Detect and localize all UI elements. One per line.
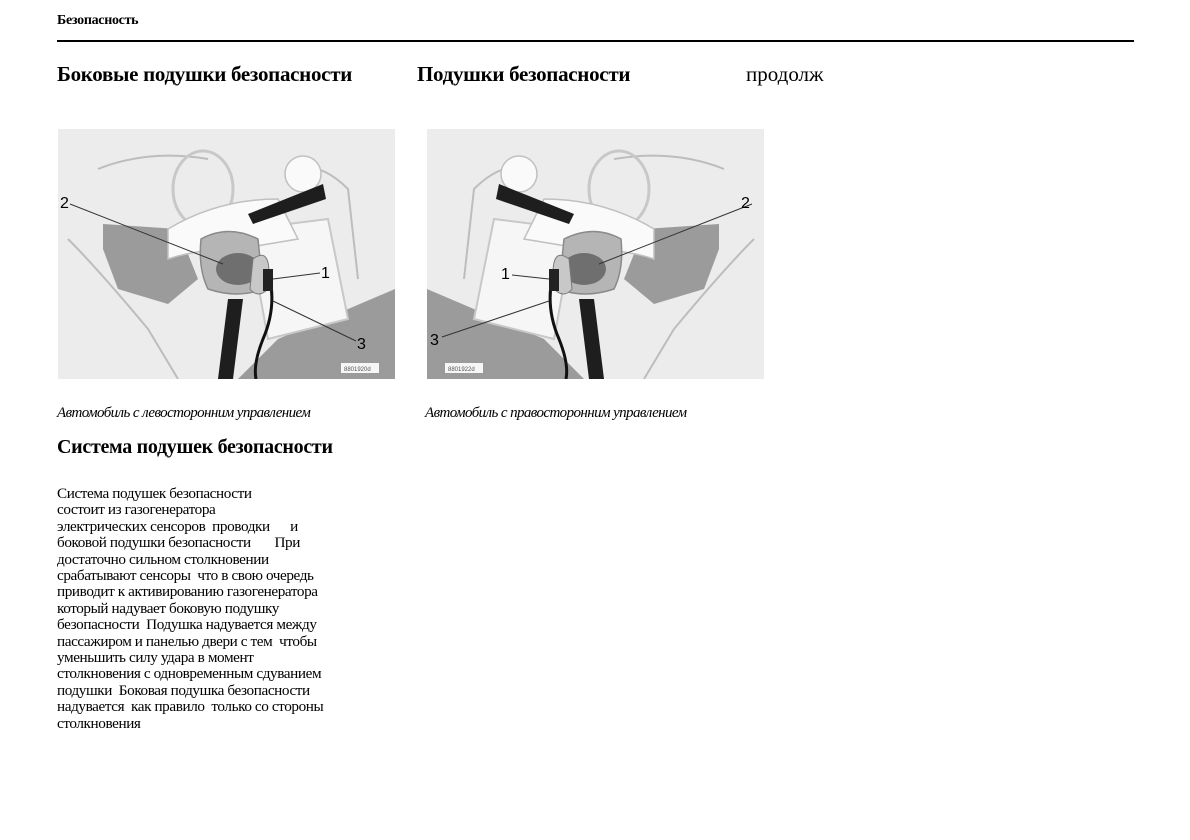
body-line: Система подушек безопасности <box>57 485 252 502</box>
body-line: безопасности Подушка надувается между <box>57 616 317 634</box>
callout-1: 1 <box>321 265 330 282</box>
body-line: подушки Боковая подушка безопасности <box>57 681 310 699</box>
running-head: Безопасность <box>57 13 139 28</box>
caption-left-hand-drive: Автомобиль с левосторонним управлением <box>57 405 311 421</box>
header-rule <box>57 40 1134 42</box>
callout-3: 3 <box>430 332 439 349</box>
body-line: достаточно сильном столкновении <box>57 550 269 568</box>
body-line: уменьшить силу удара в момент <box>57 649 254 667</box>
body-line: который надувает боковую подушку <box>57 599 279 617</box>
figure-left-hand-drive <box>58 129 395 379</box>
heading-side-airbags: Боковые подушки безопасности <box>57 62 353 86</box>
callout-2: 2 <box>60 195 69 212</box>
body-line: состоит из газогенератора <box>57 501 216 519</box>
airbag-illustration-lhd <box>58 129 395 379</box>
figure-code: 8801922d <box>448 367 475 373</box>
callout-3: 3 <box>357 336 366 353</box>
callout-1: 1 <box>501 266 510 283</box>
caption-right-hand-drive: Автомобиль с правосторонним управлением <box>425 405 687 421</box>
figure-code: 8801920d <box>344 367 371 373</box>
body-line: приводит к активированию газогенератора <box>57 583 318 601</box>
body-line: электрических сенсоров проводки и <box>57 517 298 535</box>
section-title: Система подушек безопасности <box>57 436 333 458</box>
body-line: срабатывают сенсоры что в свою очередь <box>57 567 314 585</box>
callout-2: 2 <box>741 195 750 212</box>
body-line: столкновения <box>57 714 141 732</box>
body-line: пассажиром и панелью двери с тем чтобы <box>57 632 317 650</box>
body-line: боковой подушки безопасности При <box>57 534 300 552</box>
section-body <box>57 486 402 732</box>
continued-label: продолж <box>746 62 824 86</box>
heading-airbags: Подушки безопасности <box>417 62 631 86</box>
body-line: столкновения с одновременным сдуванием <box>57 665 322 683</box>
airbag-illustration-rhd <box>427 129 764 379</box>
body-line: надувается как правило только со стороны <box>57 698 324 716</box>
figure-right-hand-drive <box>427 129 764 379</box>
